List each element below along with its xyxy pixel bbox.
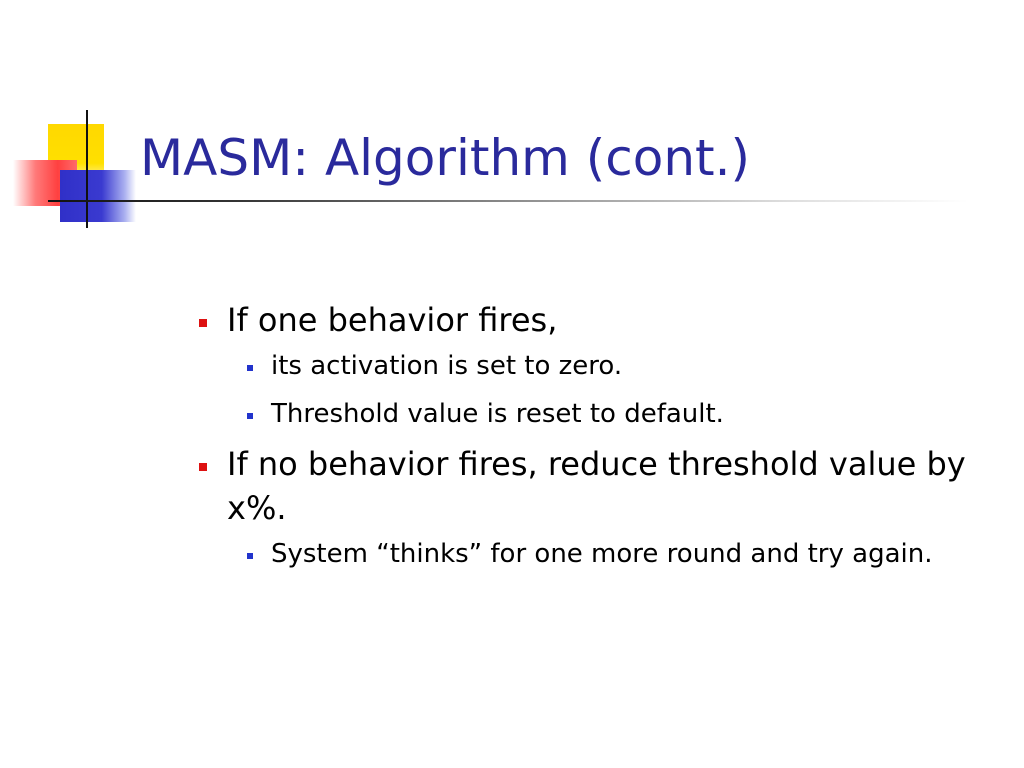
blue-square-bullet-icon — [247, 413, 253, 419]
bullet-item — [196, 298, 1004, 342]
bullet-text: If one behavior fires, — [227, 301, 558, 339]
sub-bullet-text: Threshold value is reset to default. — [271, 399, 724, 429]
blue-square-shape — [60, 170, 136, 222]
sub-bullet-text: its activation is set to zero. — [271, 351, 623, 381]
sub-bullet-item — [196, 394, 1004, 434]
red-square-bullet-icon — [199, 319, 207, 327]
blue-square-bullet-icon — [247, 365, 253, 371]
overlapping-squares-logo-icon — [0, 0, 160, 240]
slide-title: MASM: Algorithm (cont.) — [140, 129, 751, 187]
title-underline-divider — [48, 200, 968, 202]
bullet-item — [196, 442, 1004, 530]
red-square-bullet-icon — [199, 463, 207, 471]
blue-square-bullet-icon — [247, 553, 253, 559]
sub-bullet-item — [196, 346, 1004, 386]
sub-bullet-item — [196, 534, 1004, 574]
sub-bullet-text: System “thinks” for one more round and try again. — [271, 539, 933, 569]
logo-vertical-line — [86, 110, 88, 228]
bullet-list — [196, 298, 1004, 582]
bullet-text: If no behavior fires, reduce threshold value by x%. — [227, 445, 966, 527]
